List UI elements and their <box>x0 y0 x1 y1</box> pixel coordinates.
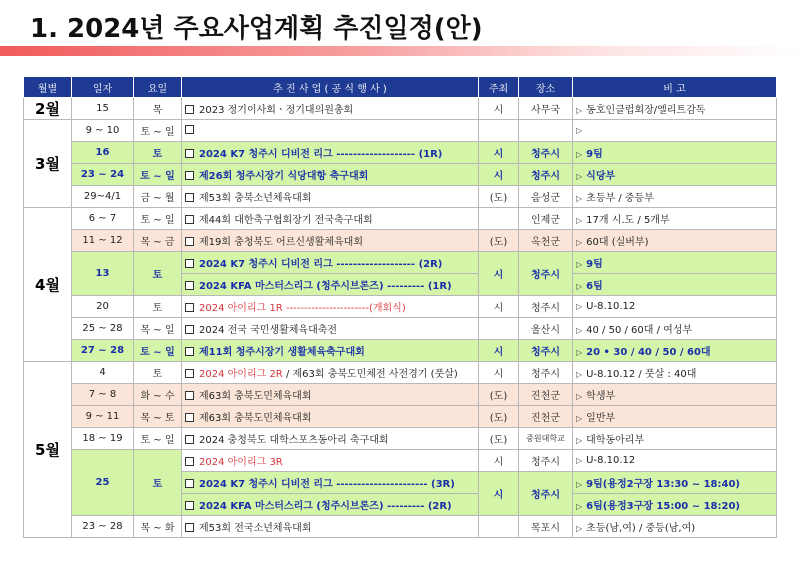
checkbox-icon <box>185 523 194 532</box>
place-cell: 울산시 <box>519 318 573 340</box>
month-cell: 4월 <box>24 208 72 362</box>
triangle-right-icon: ▷ <box>576 414 583 423</box>
place-cell: 목포시 <box>519 516 573 538</box>
month-cell: 2월 <box>24 98 72 120</box>
triangle-right-icon: ▷ <box>576 260 583 269</box>
host-cell: 시 <box>479 252 519 296</box>
event-cell: 2024 충청북도 대학스포츠동아리 축구대회 <box>182 428 479 450</box>
header-day: 요일 <box>134 77 182 98</box>
table-row <box>24 164 777 186</box>
event-cell: 2024 아이리그 1R -----------------------(개회식) <box>182 296 479 318</box>
host-cell <box>479 516 519 538</box>
event-cell: 2024 아이리그 3R <box>182 450 479 472</box>
triangle-right-icon: ▷ <box>576 302 583 311</box>
day-cell: 토 ~ 일 <box>134 340 182 362</box>
host-cell: 시 <box>479 362 519 384</box>
host-cell: 시 <box>479 472 519 516</box>
place-cell: 청주시 <box>519 340 573 362</box>
table-header-row <box>24 77 777 98</box>
event-cell: 제63회 충북도민체육대회 <box>182 384 479 406</box>
date-cell: 16 <box>72 142 134 164</box>
place-cell: 진천군 <box>519 384 573 406</box>
month-cell: 5월 <box>24 362 72 538</box>
title-underline <box>0 46 800 56</box>
place-cell: 진천군 <box>519 406 573 428</box>
checkbox-icon <box>185 281 194 290</box>
event-cell: 제44회 대한축구협회장기 전국축구대회 <box>182 208 479 230</box>
place-cell: 청주시 <box>519 164 573 186</box>
day-cell: 목 ~ 토 <box>134 406 182 428</box>
table-row <box>24 318 777 340</box>
note-cell <box>573 120 777 142</box>
place-cell: 청주시 <box>519 142 573 164</box>
host-cell: 시 <box>479 296 519 318</box>
note-cell: ▷ U-8.10.12 <box>573 296 777 318</box>
day-cell: 토 <box>134 362 182 384</box>
day-cell: 토 <box>134 450 182 516</box>
day-cell: 토 ~ 일 <box>134 164 182 186</box>
triangle-right-icon: ▷ <box>576 456 583 465</box>
event-cell: 2024 KFA 마스터스리그 (청주시브론즈) --------- (1R) <box>182 274 479 296</box>
day-cell: 목 ~ 금 <box>134 230 182 252</box>
host-cell: (도) <box>479 384 519 406</box>
event-cell: 2024 KFA 마스터스리그 (청주시브론즈) --------- (2R) <box>182 494 479 516</box>
note-cell: ▷ 일반부 <box>573 406 777 428</box>
page-title: 1. 2024년 주요사업계획 추진일정(안) <box>30 14 483 44</box>
place-cell: 청주시 <box>519 472 573 516</box>
event-cell: 2024 K7 청주시 디비전 리그 ------------------- (1R) <box>182 142 479 164</box>
date-cell: 23 ~ 24 <box>72 164 134 186</box>
checkbox-icon <box>185 479 194 488</box>
date-cell: 9 ~ 11 <box>72 406 134 428</box>
day-cell: 금 ~ 월 <box>134 186 182 208</box>
event-cell: 제26회 청주시장기 식당대항 축구대회 <box>182 164 479 186</box>
note-cell: ▷ 9팀(용정2구장 13:30 ~ 18:40) <box>573 472 777 494</box>
host-cell: 시 <box>479 164 519 186</box>
checkbox-icon <box>185 435 194 444</box>
host-cell: 시 <box>479 450 519 472</box>
note-cell: ▷ 17개 시.도 / 5개부 <box>573 208 777 230</box>
date-cell: 29~4/1 <box>72 186 134 208</box>
day-cell: 토 <box>134 296 182 318</box>
host-cell: (도) <box>479 428 519 450</box>
day-cell: 목 <box>134 98 182 120</box>
table-row <box>24 384 777 406</box>
date-cell: 13 <box>72 252 134 296</box>
note-cell: ▷ U-8.10.12 / 풋살 : 40대 <box>573 362 777 384</box>
note-cell: ▷ 6팀(용정3구장 15:00 ~ 18:20) <box>573 494 777 516</box>
checkbox-icon <box>185 501 194 510</box>
header-date: 일자 <box>72 77 134 98</box>
triangle-right-icon: ▷ <box>576 502 583 511</box>
triangle-right-icon: ▷ <box>576 216 583 225</box>
place-cell <box>519 120 573 142</box>
day-cell: 화 ~ 수 <box>134 384 182 406</box>
date-cell: 25 ~ 28 <box>72 318 134 340</box>
event-cell: 2024 K7 청주시 디비전 리그 ---------------------- (3R) <box>182 472 479 494</box>
triangle-right-icon: ▷ <box>576 126 583 135</box>
table-row <box>24 296 777 318</box>
day-cell: 목 ~ 화 <box>134 516 182 538</box>
place-cell: 청주시 <box>519 362 573 384</box>
header-month: 월별 <box>24 77 72 98</box>
host-cell: 시 <box>479 340 519 362</box>
host-cell <box>479 120 519 142</box>
place-cell: 인제군 <box>519 208 573 230</box>
checkbox-icon <box>185 457 194 466</box>
date-cell: 23 ~ 28 <box>72 516 134 538</box>
triangle-right-icon: ▷ <box>576 150 583 159</box>
triangle-right-icon: ▷ <box>576 326 583 335</box>
checkbox-icon <box>185 325 194 334</box>
date-cell: 4 <box>72 362 134 384</box>
day-cell: 토 ~ 일 <box>134 120 182 142</box>
date-cell: 25 <box>72 450 134 516</box>
header-event: 추 진 사 업 ( 공 식 행 사 ) <box>182 77 479 98</box>
host-cell: (도) <box>479 230 519 252</box>
checkbox-icon <box>185 215 194 224</box>
note-cell: ▷ 동호인클럽회장/엘리트감독 <box>573 98 777 120</box>
note-cell: ▷ 초등부 / 중등부 <box>573 186 777 208</box>
day-cell: 토 ~ 일 <box>134 208 182 230</box>
event-cell: 2024 K7 청주시 디비전 리그 ------------------- (2R) <box>182 252 479 274</box>
checkbox-icon <box>185 347 194 356</box>
event-cell <box>182 120 479 142</box>
header-place: 장소 <box>519 77 573 98</box>
event-cell: 제19회 충청북도 어르신생활체육대회 <box>182 230 479 252</box>
date-cell: 9 ~ 10 <box>72 120 134 142</box>
checkbox-icon <box>185 237 194 246</box>
table-row <box>24 230 777 252</box>
table-row <box>24 516 777 538</box>
event-cell: 2024 전국 국민생활체육대축전 <box>182 318 479 340</box>
triangle-right-icon: ▷ <box>576 436 583 445</box>
checkbox-icon <box>185 369 194 378</box>
day-cell: 토 <box>134 142 182 164</box>
event-cell: 2023 정기이사회ㆍ정기대의원총회 <box>182 98 479 120</box>
note-cell: ▷ 6팀 <box>573 274 777 296</box>
table-row <box>24 406 777 428</box>
note-cell: ▷ 9팀 <box>573 252 777 274</box>
note-cell: ▷ 학생부 <box>573 384 777 406</box>
table-row <box>24 120 777 142</box>
schedule-table <box>23 76 777 538</box>
event-cell: 제53회 전국소년체육대회 <box>182 516 479 538</box>
table-row <box>24 340 777 362</box>
table-row <box>24 450 777 472</box>
triangle-right-icon: ▷ <box>576 370 583 379</box>
table-row <box>24 98 777 120</box>
checkbox-icon <box>185 149 194 158</box>
triangle-right-icon: ▷ <box>576 392 583 401</box>
triangle-right-icon: ▷ <box>576 172 583 181</box>
table-row <box>24 362 777 384</box>
table-row <box>24 186 777 208</box>
event-cell: 2024 아이리그 2R / 제63회 충북도민체전 사전경기 (풋살) <box>182 362 479 384</box>
table-row <box>24 142 777 164</box>
day-cell: 토 ~ 일 <box>134 428 182 450</box>
table-row <box>24 428 777 450</box>
place-cell: 중원대학교 <box>519 428 573 450</box>
date-cell: 11 ~ 12 <box>72 230 134 252</box>
table-row <box>24 208 777 230</box>
date-cell: 6 ~ 7 <box>72 208 134 230</box>
checkbox-icon <box>185 303 194 312</box>
note-cell: ▷ 60대 (실버부) <box>573 230 777 252</box>
header-note: 비 고 <box>573 77 777 98</box>
checkbox-icon <box>185 125 194 134</box>
date-cell: 15 <box>72 98 134 120</box>
triangle-right-icon: ▷ <box>576 106 583 115</box>
triangle-right-icon: ▷ <box>576 238 583 247</box>
table-row <box>24 252 777 274</box>
note-cell: ▷ 9팀 <box>573 142 777 164</box>
date-cell: 18 ~ 19 <box>72 428 134 450</box>
place-cell: 옥천군 <box>519 230 573 252</box>
date-cell: 20 <box>72 296 134 318</box>
month-cell: 3월 <box>24 120 72 208</box>
triangle-right-icon: ▷ <box>576 194 583 203</box>
triangle-right-icon: ▷ <box>576 348 583 357</box>
host-cell: (도) <box>479 406 519 428</box>
header-host: 주최 <box>479 77 519 98</box>
day-cell: 목 ~ 일 <box>134 318 182 340</box>
checkbox-icon <box>185 171 194 180</box>
place-cell: 청주시 <box>519 296 573 318</box>
date-cell: 27 ~ 28 <box>72 340 134 362</box>
note-cell: ▷ 대학동아리부 <box>573 428 777 450</box>
host-cell <box>479 208 519 230</box>
event-cell: 제53회 충북소년체육대회 <box>182 186 479 208</box>
checkbox-icon <box>185 193 194 202</box>
day-cell: 토 <box>134 252 182 296</box>
place-cell: 청주시 <box>519 252 573 296</box>
host-cell <box>479 318 519 340</box>
checkbox-icon <box>185 391 194 400</box>
event-cell: 제63회 충북도민체육대회 <box>182 406 479 428</box>
triangle-right-icon: ▷ <box>576 480 583 489</box>
checkbox-icon <box>185 105 194 114</box>
checkbox-icon <box>185 259 194 268</box>
place-cell: 사무국 <box>519 98 573 120</box>
host-cell: (도) <box>479 186 519 208</box>
note-cell: ▷ 20 • 30 / 40 / 50 / 60대 <box>573 340 777 362</box>
note-cell: ▷ 40 / 50 / 60대 / 여성부 <box>573 318 777 340</box>
place-cell: 음성군 <box>519 186 573 208</box>
checkbox-icon <box>185 413 194 422</box>
place-cell: 청주시 <box>519 450 573 472</box>
note-cell: ▷ 식당부 <box>573 164 777 186</box>
triangle-right-icon: ▷ <box>576 282 583 291</box>
date-cell: 7 ~ 8 <box>72 384 134 406</box>
note-cell: ▷ U-8.10.12 <box>573 450 777 472</box>
host-cell: 시 <box>479 98 519 120</box>
host-cell: 시 <box>479 142 519 164</box>
triangle-right-icon: ▷ <box>576 524 583 533</box>
event-cell: 제11회 청주시장기 생활체육축구대회 <box>182 340 479 362</box>
note-cell: ▷ 초등(남,여) / 중등(남,여) <box>573 516 777 538</box>
